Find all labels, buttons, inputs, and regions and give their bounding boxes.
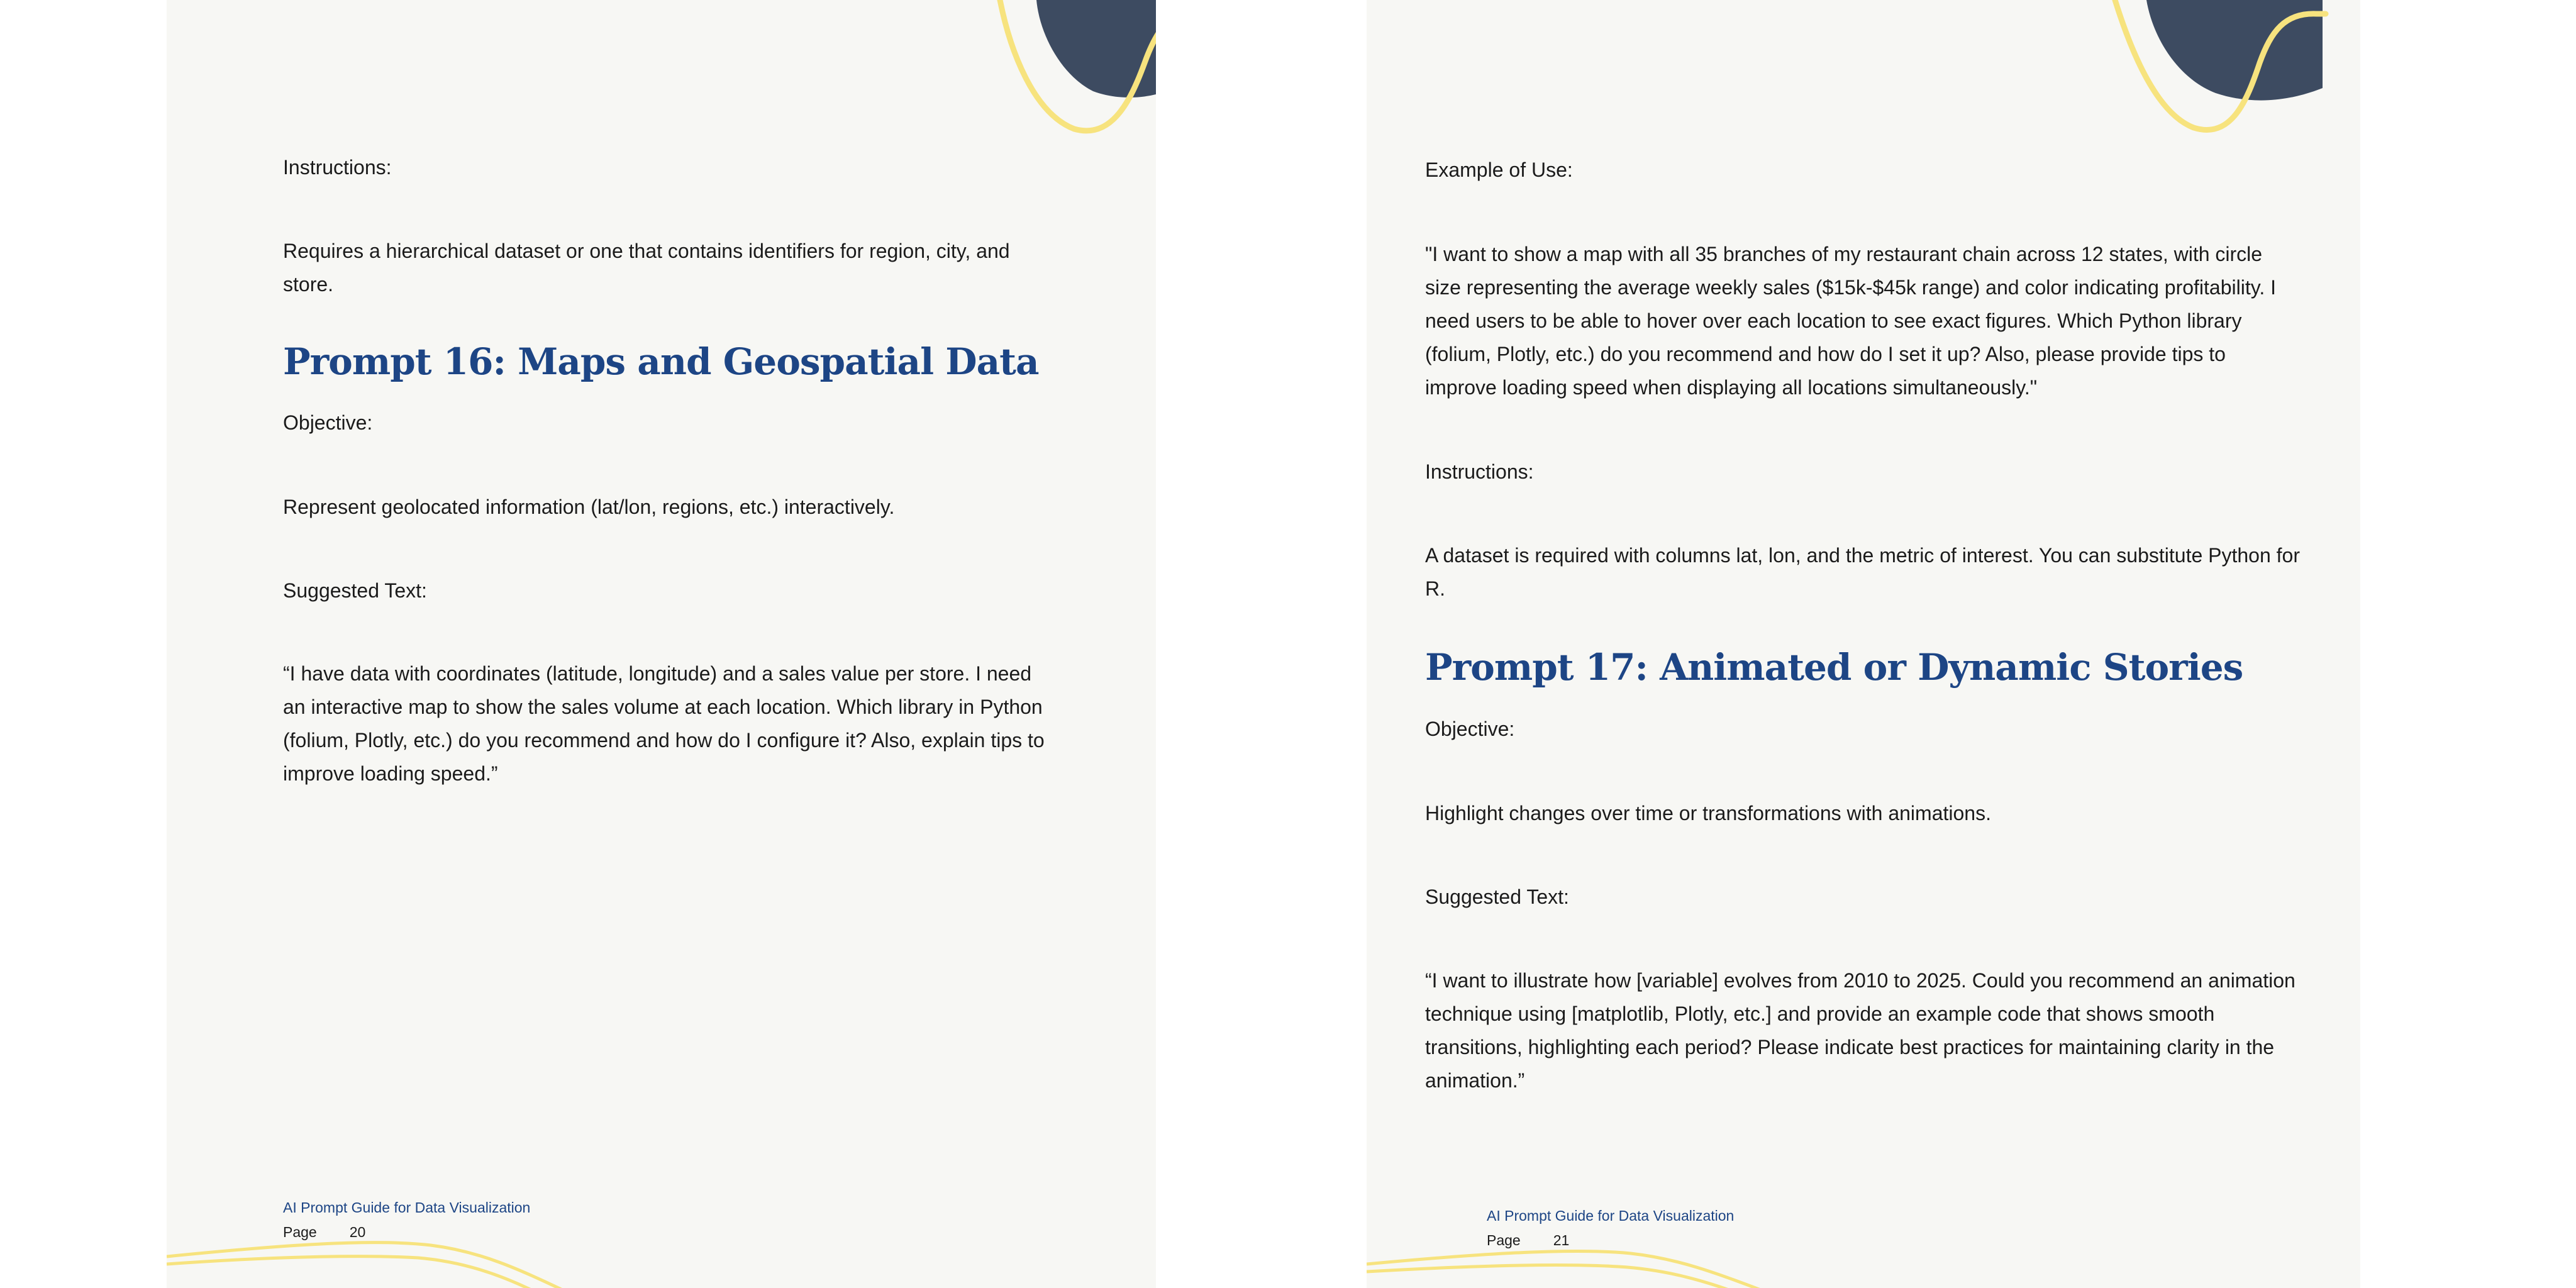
objective-label: Objective: xyxy=(1425,718,1515,740)
decorative-blob-top-right xyxy=(2109,0,2360,138)
footer-page-number: 20 xyxy=(349,1224,366,1240)
footer-guide-title: AI Prompt Guide for Data Visualization xyxy=(283,1199,531,1216)
instructions-label: Instructions: xyxy=(283,156,392,179)
document-page-left xyxy=(167,0,1156,1288)
example-of-use-text: "I want to show a map with all 35 branches of my restaurant chain across 12 states, with circle size representing the average weekly sales ($15k-$45k range) and color indicating profitability. I need users to be able to hover over each location to see exact figures. Which Python library (folium, Plotly, etc.) do you recommend and how do I set it up? Also, please provide tips to improve loading speed when displaying all locations simultaneously." xyxy=(1425,243,2277,399)
footer-page-label: Page xyxy=(1487,1232,1521,1248)
footer-guide-title: AI Prompt Guide for Data Visualization xyxy=(1487,1208,1735,1224)
footer-page-number: 21 xyxy=(1553,1232,1570,1248)
footer-page-info xyxy=(1487,1231,1569,1250)
document-page-right xyxy=(1367,0,2360,1288)
objective-label: Objective: xyxy=(283,411,373,434)
suggested-text-body: “I have data with coordinates (latitude, longitude) and a sales value per store. I need an interactive map to show the sales volume at each location. Which library in Python (folium, Plotly, etc.) do you recommend and how do I configure it? Also, explain tips to improve loading speed.” xyxy=(283,662,1045,785)
decorative-lines-bottom xyxy=(167,1213,619,1288)
objective-text: Highlight changes over time or transformations with animations. xyxy=(1425,802,1991,824)
suggested-text-label: Suggested Text: xyxy=(1425,886,1569,908)
footer-page-label: Page xyxy=(283,1224,317,1240)
prompt-16-heading: Prompt 16: Maps and Geospatial Data xyxy=(283,340,1039,383)
instructions-text: Requires a hierarchical dataset or one that contains identifiers for region, city, and store. xyxy=(283,240,1010,296)
example-of-use-label: Example of Use: xyxy=(1425,158,1573,181)
instructions-text: A dataset is required with columns lat, lon, and the metric of interest. You can substitute Python for R. xyxy=(1425,544,2300,600)
footer-page-info xyxy=(283,1223,365,1241)
decorative-blob-top-right xyxy=(904,0,1156,138)
suggested-text-body: “I want to illustrate how [variable] evolves from 2010 to 2025. Could you recommend an animation technique using [matplotlib, Plotly, etc.] and provide an example code that shows smooth transitions, highlighting each period? Please indicate best practices for maintaining clarity in the animation.” xyxy=(1425,969,2296,1092)
objective-text: Represent geolocated information (lat/lon, regions, etc.) interactively. xyxy=(283,496,895,518)
suggested-text-label: Suggested Text: xyxy=(283,579,427,602)
prompt-17-heading: Prompt 17: Animated or Dynamic Stories xyxy=(1425,646,2243,689)
instructions-label: Instructions: xyxy=(1425,460,1534,483)
